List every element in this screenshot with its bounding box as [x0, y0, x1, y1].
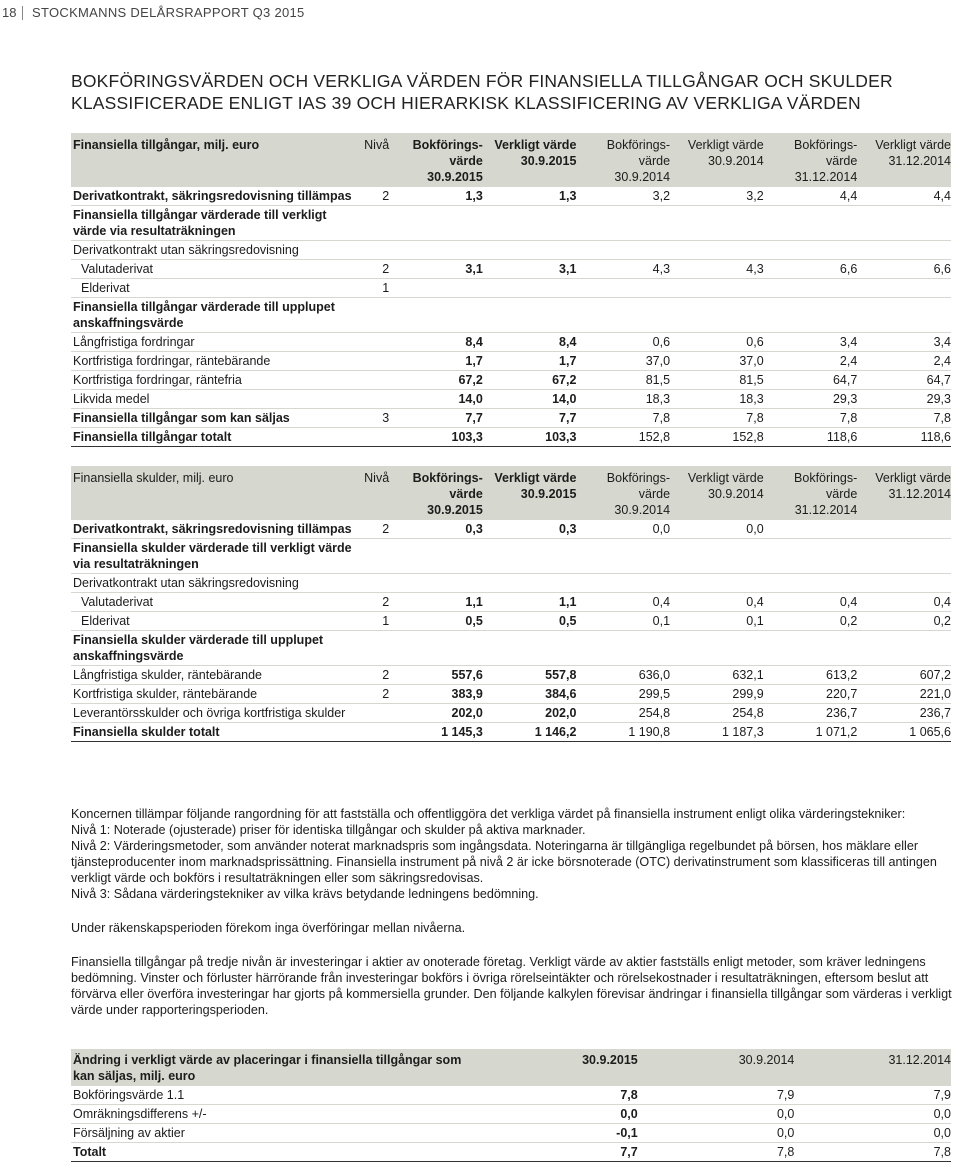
- assets-row: [71, 187, 951, 206]
- liabilities-row-value: 236,7: [764, 704, 858, 723]
- liabilities-row-value: 0,2: [857, 612, 951, 631]
- liabilities-row-value: [483, 631, 577, 666]
- assets-row-value: 7,7: [483, 409, 577, 428]
- liabilities-row-value: [857, 574, 951, 593]
- assets-row-value: 7,8: [764, 409, 858, 428]
- assets-row-value: 4,4: [764, 187, 858, 206]
- liabilities-row-label: Finansiella skulder värderade till upplupet anskaffningsvärde: [71, 631, 354, 666]
- assets-row: [71, 298, 951, 333]
- liabilities-row: [71, 574, 951, 593]
- assets-row-value: 118,6: [857, 428, 951, 447]
- assets-row-level: [354, 371, 389, 390]
- notes-intro: Koncernen tillämpar följande rangordning för att fastställa och offentliggöra det verkliga värdet på finansiella instrument enligt olika värderingstekniker:: [71, 807, 906, 821]
- liabilities-row-level: [354, 723, 389, 742]
- liabilities-row-value: 0,4: [576, 593, 670, 612]
- assets-row-value: 37,0: [670, 352, 764, 371]
- change-header-2014: 31.12.2014: [888, 1053, 951, 1067]
- liabilities-row: [71, 539, 951, 574]
- notes-level-1: Nivå 1: Noterade (ojusterade) priser för identiska tillgångar och skulder på aktiva marknader.: [71, 823, 586, 837]
- assets-row-label: Derivatkontrakt utan säkringsredovisning: [71, 241, 354, 260]
- liabilities-row-value: 202,0: [389, 704, 483, 723]
- liabilities-row-value: [670, 539, 764, 574]
- assets-row-value: [857, 241, 951, 260]
- liabilities-row-value: [483, 574, 577, 593]
- liabilities-header-fair-2014q3: Verkligt värde 30.9.2014: [687, 471, 764, 501]
- liabilities-row-level: 2: [354, 666, 389, 685]
- assets-row: [71, 279, 951, 298]
- liabilities-row-value: [764, 539, 858, 574]
- page-number: 18: [2, 5, 17, 20]
- assets-row-value: 8,4: [483, 333, 577, 352]
- liabilities-row-value: [670, 574, 764, 593]
- assets-row-value: 81,5: [576, 371, 670, 390]
- assets-row-level: [354, 390, 389, 409]
- assets-row: [71, 333, 951, 352]
- assets-row-value: [483, 298, 577, 333]
- assets-row-value: 29,3: [764, 390, 858, 409]
- assets-row-value: 3,2: [576, 187, 670, 206]
- assets-header-label: Finansiella tillgångar, milj. euro: [73, 138, 260, 152]
- liabilities-row-level: [354, 539, 389, 574]
- assets-row-value: 37,0: [576, 352, 670, 371]
- assets-row-value: [764, 298, 858, 333]
- liabilities-row: [71, 704, 951, 723]
- liabilities-row-value: 220,7: [764, 685, 858, 704]
- change-row-value: -0,1: [481, 1124, 638, 1143]
- assets-row: [71, 241, 951, 260]
- liabilities-row-value: 299,9: [670, 685, 764, 704]
- liabilities-row-value: [389, 574, 483, 593]
- change-row-value: 0,0: [794, 1105, 951, 1124]
- header-divider: [22, 6, 23, 20]
- assets-row: [71, 390, 951, 409]
- assets-row-level: 1: [354, 279, 389, 298]
- assets-row-label: Finansiella tillgångar som kan säljas: [71, 409, 354, 428]
- assets-header-book-2014: Bokförings- värde 31.12.2014: [794, 138, 858, 184]
- liabilities-row-label: Kortfristiga skulder, räntebärande: [71, 685, 354, 704]
- assets-row-value: 64,7: [857, 371, 951, 390]
- liabilities-row-value: 254,8: [576, 704, 670, 723]
- assets-row-value: 6,6: [764, 260, 858, 279]
- liabilities-row: [71, 631, 951, 666]
- assets-header-fair-2015: Verkligt värde 30.9.2015: [494, 138, 577, 168]
- change-row-label: Bokföringsvärde 1.1: [71, 1086, 481, 1105]
- change-header-2014q3: 30.9.2014: [738, 1053, 795, 1067]
- assets-header-level: Nivå: [364, 138, 390, 152]
- assets-header-book-2014q3: Bokförings- värde 30.9.2014: [606, 138, 671, 184]
- assets-row-value: 1,7: [389, 352, 483, 371]
- assets-header-fair-2014q3: Verkligt värde 30.9.2014: [687, 138, 764, 168]
- notes-level-3-assets: Finansiella tillgångar på tredje nivån är investeringar i aktier av onoterade företag. Verkligt värde av aktier fastställs enligt metoder, som kräver ledningens bedömning. Vinster och förluster härrörande från investeringar bokförs i övriga rörelseintäkter och rörelsekostnader i resultaträkningen, eftersom beslut att förvärva eller överföra investeringar har gjorts på kommersiella grunder. Den följande kalkylen förevisar ändringar i finansiella tillgångar som värderas i verkligt värde under rapporteringsperioden.: [71, 955, 952, 1017]
- assets-row-value: 118,6: [764, 428, 858, 447]
- section-title-line-1: BOKFÖRINGSVÄRDEN OCH VERKLIGA VÄRDEN FÖR FINANSIELLA TILLGÅNGAR OCH SKULDER: [71, 71, 893, 91]
- assets-row: [71, 428, 951, 447]
- assets-row-value: [764, 206, 858, 241]
- liabilities-row-label: Finansiella skulder totalt: [71, 723, 354, 742]
- liabilities-row-value: [857, 539, 951, 574]
- liabilities-row-value: 383,9: [389, 685, 483, 704]
- assets-row-value: 152,8: [576, 428, 670, 447]
- assets-row-value: 7,7: [389, 409, 483, 428]
- assets-row-value: [576, 241, 670, 260]
- assets-row-value: 3,1: [483, 260, 577, 279]
- liabilities-row-value: 557,6: [389, 666, 483, 685]
- assets-row-value: 14,0: [483, 390, 577, 409]
- assets-row-value: [670, 279, 764, 298]
- assets-row-level: 2: [354, 187, 389, 206]
- assets-row-value: [857, 298, 951, 333]
- assets-row-value: [670, 298, 764, 333]
- liabilities-header-fair-2015: Verkligt värde 30.9.2015: [494, 471, 577, 501]
- liabilities-row-value: 1 146,2: [483, 723, 577, 742]
- liabilities-row-level: [354, 704, 389, 723]
- liabilities-row-value: 254,8: [670, 704, 764, 723]
- assets-header-fair-2014: Verkligt värde 31.12.2014: [875, 138, 951, 168]
- assets-row-level: [354, 206, 389, 241]
- assets-row-value: 0,6: [670, 333, 764, 352]
- liabilities-row: [71, 593, 951, 612]
- assets-row-label: Kortfristiga fordringar, räntefria: [71, 371, 354, 390]
- liabilities-row: [71, 723, 951, 742]
- assets-row-level: 3: [354, 409, 389, 428]
- liabilities-row-value: [857, 520, 951, 539]
- assets-row-value: 4,3: [670, 260, 764, 279]
- liabilities-row-value: 236,7: [857, 704, 951, 723]
- assets-row-value: 3,4: [857, 333, 951, 352]
- liabilities-row: [71, 612, 951, 631]
- assets-header-row: [71, 133, 951, 187]
- assets-row-value: 64,7: [764, 371, 858, 390]
- liabilities-row-value: [670, 631, 764, 666]
- liabilities-row-value: 0,1: [670, 612, 764, 631]
- liabilities-row-value: 636,0: [576, 666, 670, 685]
- change-row-value: 0,0: [638, 1105, 795, 1124]
- liabilities-row-label: Leverantörsskulder och övriga kortfristiga skulder: [71, 704, 354, 723]
- assets-row-label: Finansiella tillgångar totalt: [71, 428, 354, 447]
- liabilities-row-level: [354, 574, 389, 593]
- change-row-value: 7,8: [481, 1086, 638, 1105]
- assets-row-value: [389, 241, 483, 260]
- liabilities-row-value: 0,4: [670, 593, 764, 612]
- assets-header-book-2015: Bokförings- värde 30.9.2015: [412, 138, 483, 184]
- notes-level-3: Nivå 3: Sådana värderingstekniker av vilka krävs betydande ledningens bedömning.: [71, 887, 539, 901]
- liabilities-row-value: 0,0: [670, 520, 764, 539]
- assets-row-level: [354, 241, 389, 260]
- liabilities-row-value: 0,3: [389, 520, 483, 539]
- change-header-2015: 30.9.2015: [582, 1053, 638, 1067]
- assets-row: [71, 206, 951, 241]
- assets-row-value: [483, 241, 577, 260]
- change-row: [71, 1086, 951, 1105]
- change-row-label: Försäljning av aktier: [71, 1124, 481, 1143]
- assets-row-label: Valutaderivat: [71, 260, 354, 279]
- liabilities-row-value: [857, 631, 951, 666]
- assets-row-value: 6,6: [857, 260, 951, 279]
- assets-row-level: [354, 428, 389, 447]
- liabilities-header-book-2014: Bokförings- värde 31.12.2014: [794, 471, 858, 517]
- change-row-value: 7,9: [794, 1086, 951, 1105]
- liabilities-row-value: 1,1: [389, 593, 483, 612]
- liabilities-row-value: 1 065,6: [857, 723, 951, 742]
- liabilities-row-value: 299,5: [576, 685, 670, 704]
- assets-row-value: [857, 206, 951, 241]
- assets-row-value: 67,2: [389, 371, 483, 390]
- liabilities-row: [71, 666, 951, 685]
- assets-row-value: [389, 298, 483, 333]
- assets-row-value: [576, 206, 670, 241]
- assets-row-value: [389, 279, 483, 298]
- liabilities-row-value: 1 190,8: [576, 723, 670, 742]
- assets-row-label: Derivatkontrakt, säkringsredovisning tillämpas: [71, 187, 354, 206]
- liabilities-row-level: 1: [354, 612, 389, 631]
- liabilities-row-value: 1 187,3: [670, 723, 764, 742]
- assets-row-value: [670, 241, 764, 260]
- assets-row-value: 29,3: [857, 390, 951, 409]
- assets-row-value: 4,3: [576, 260, 670, 279]
- assets-row-label: Finansiella tillgångar värderade till verkligt värde via resultaträkningen: [71, 206, 354, 241]
- fair-value-change-table: [71, 1049, 951, 1162]
- liabilities-row-value: 1 071,2: [764, 723, 858, 742]
- assets-row-value: [857, 279, 951, 298]
- liabilities-table: [71, 466, 951, 742]
- assets-row-value: 4,4: [857, 187, 951, 206]
- assets-row-level: [354, 352, 389, 371]
- liabilities-row-value: 0,5: [483, 612, 577, 631]
- liabilities-row-label: Valutaderivat: [71, 593, 354, 612]
- assets-row-label: Likvida medel: [71, 390, 354, 409]
- liabilities-row-level: 2: [354, 593, 389, 612]
- liabilities-row-value: 557,8: [483, 666, 577, 685]
- section-title-line-2: KLASSIFICERADE ENLIGT IAS 39 OCH HIERARKISK KLASSIFICERING AV VERKLIGA VÄRDEN: [71, 93, 861, 113]
- liabilities-row-level: 2: [354, 685, 389, 704]
- assets-row: [71, 352, 951, 371]
- liabilities-row-label: Finansiella skulder värderade till verkligt värde via resultaträkningen: [71, 539, 354, 574]
- liabilities-row-value: [576, 631, 670, 666]
- liabilities-row-value: [576, 539, 670, 574]
- liabilities-row-value: 1,1: [483, 593, 577, 612]
- liabilities-row-value: 607,2: [857, 666, 951, 685]
- change-row-label: Omräkningsdifferens +/-: [71, 1105, 481, 1124]
- liabilities-row-value: 632,1: [670, 666, 764, 685]
- assets-row-value: 81,5: [670, 371, 764, 390]
- change-row-value: 0,0: [638, 1124, 795, 1143]
- notes-transfers: Under räkenskapsperioden förekom inga överföringar mellan nivåerna.: [71, 921, 466, 935]
- liabilities-row-value: 0,4: [857, 593, 951, 612]
- assets-row-level: 2: [354, 260, 389, 279]
- liabilities-row-label: Långfristiga skulder, räntebärande: [71, 666, 354, 685]
- assets-row-label: Långfristiga fordringar: [71, 333, 354, 352]
- assets-row-value: 2,4: [764, 352, 858, 371]
- change-row: [71, 1143, 951, 1162]
- liabilities-row-value: [389, 631, 483, 666]
- liabilities-row-value: 202,0: [483, 704, 577, 723]
- liabilities-row: [71, 520, 951, 539]
- assets-row-value: [576, 298, 670, 333]
- liabilities-row-label: Derivatkontrakt, säkringsredovisning tillämpas: [71, 520, 354, 539]
- assets-row-value: 0,6: [576, 333, 670, 352]
- liabilities-header-label: Finansiella skulder, milj. euro: [73, 471, 234, 485]
- assets-row-value: [389, 206, 483, 241]
- assets-row-value: 103,3: [483, 428, 577, 447]
- section-title: [71, 70, 951, 114]
- report-title: STOCKMANNS DELÅRSRAPPORT Q3 2015: [32, 5, 305, 20]
- assets-row-value: 14,0: [389, 390, 483, 409]
- liabilities-row-value: [576, 574, 670, 593]
- liabilities-row-value: 221,0: [857, 685, 951, 704]
- liabilities-header-book-2014q3: Bokförings- värde 30.9.2014: [606, 471, 671, 517]
- assets-row-label: Elderivat: [71, 279, 354, 298]
- assets-row-value: 7,8: [670, 409, 764, 428]
- change-header-row: [71, 1049, 951, 1086]
- valuation-notes: [71, 806, 953, 1018]
- liabilities-row-value: [764, 631, 858, 666]
- assets-row-value: 18,3: [670, 390, 764, 409]
- change-row-value: 0,0: [794, 1124, 951, 1143]
- assets-row-value: 3,1: [389, 260, 483, 279]
- assets-row-value: 2,4: [857, 352, 951, 371]
- assets-row-value: [670, 206, 764, 241]
- liabilities-row-value: 1 145,3: [389, 723, 483, 742]
- change-row: [71, 1124, 951, 1143]
- change-row-value: 7,7: [481, 1143, 638, 1162]
- liabilities-header-row: [71, 466, 951, 520]
- assets-row-label: Finansiella tillgångar värderade till upplupet anskaffningsvärde: [71, 298, 354, 333]
- liabilities-header-fair-2014: Verkligt värde 31.12.2014: [875, 471, 951, 501]
- assets-row-value: 67,2: [483, 371, 577, 390]
- liabilities-header-book-2015: Bokförings- värde 30.9.2015: [412, 471, 483, 517]
- liabilities-row-label: Derivatkontrakt utan säkringsredovisning: [71, 574, 354, 593]
- notes-level-2: Nivå 2: Värderingsmetoder, som använder noterat marknadspris som ingångsdata. Noteringarna är tillgängliga regelbundet på börsen, hos mäklare eller tjänsteproducenter inom marknadsprissättning. Finansiella instrument på nivå 2 är icke börsnoterade (OTC) derivatinstrument som klassificeras till antingen verkligt värde och bokförs i resultaträkningen eller som säkringsredovisas.: [71, 839, 937, 885]
- assets-row-value: 3,2: [670, 187, 764, 206]
- assets-row-value: 18,3: [576, 390, 670, 409]
- change-row-value: 7,9: [638, 1086, 795, 1105]
- change-row-value: 7,8: [638, 1143, 795, 1162]
- assets-row-value: 1,7: [483, 352, 577, 371]
- assets-row-label: Kortfristiga fordringar, räntebärande: [71, 352, 354, 371]
- change-row: [71, 1105, 951, 1124]
- liabilities-row-value: 0,3: [483, 520, 577, 539]
- assets-row-value: 3,4: [764, 333, 858, 352]
- liabilities-row-value: 0,5: [389, 612, 483, 631]
- assets-row-value: [483, 206, 577, 241]
- assets-row: [71, 409, 951, 428]
- assets-row-value: 7,8: [857, 409, 951, 428]
- page-header: [0, 0, 960, 26]
- liabilities-row-value: [764, 574, 858, 593]
- assets-row-value: 1,3: [389, 187, 483, 206]
- liabilities-row-value: [483, 539, 577, 574]
- assets-row-level: [354, 333, 389, 352]
- assets-row-value: 8,4: [389, 333, 483, 352]
- liabilities-row-value: 384,6: [483, 685, 577, 704]
- assets-row-level: [354, 298, 389, 333]
- assets-table: [71, 133, 951, 447]
- assets-row-value: 7,8: [576, 409, 670, 428]
- liabilities-row-value: 0,2: [764, 612, 858, 631]
- liabilities-row-value: 613,2: [764, 666, 858, 685]
- assets-row-value: 152,8: [670, 428, 764, 447]
- assets-row-value: [483, 279, 577, 298]
- liabilities-row-value: [764, 520, 858, 539]
- liabilities-row-level: [354, 631, 389, 666]
- assets-row: [71, 371, 951, 390]
- liabilities-row-value: [389, 539, 483, 574]
- assets-row-value: [764, 279, 858, 298]
- change-header-label: Ändring i verkligt värde av placeringar i finansiella tillgångar som kan säljas, milj. euro: [73, 1053, 462, 1083]
- liabilities-row-value: 0,4: [764, 593, 858, 612]
- change-row-label: Totalt: [71, 1143, 481, 1162]
- liabilities-row: [71, 685, 951, 704]
- liabilities-row-label: Elderivat: [71, 612, 354, 631]
- liabilities-header-level: Nivå: [364, 471, 390, 485]
- change-row-value: 7,8: [794, 1143, 951, 1162]
- change-row-value: 0,0: [481, 1105, 638, 1124]
- assets-row: [71, 260, 951, 279]
- liabilities-row-value: 0,1: [576, 612, 670, 631]
- assets-row-value: 103,3: [389, 428, 483, 447]
- assets-row-value: [764, 241, 858, 260]
- assets-row-value: 1,3: [483, 187, 577, 206]
- assets-row-value: [576, 279, 670, 298]
- liabilities-row-level: 2: [354, 520, 389, 539]
- liabilities-row-value: 0,0: [576, 520, 670, 539]
